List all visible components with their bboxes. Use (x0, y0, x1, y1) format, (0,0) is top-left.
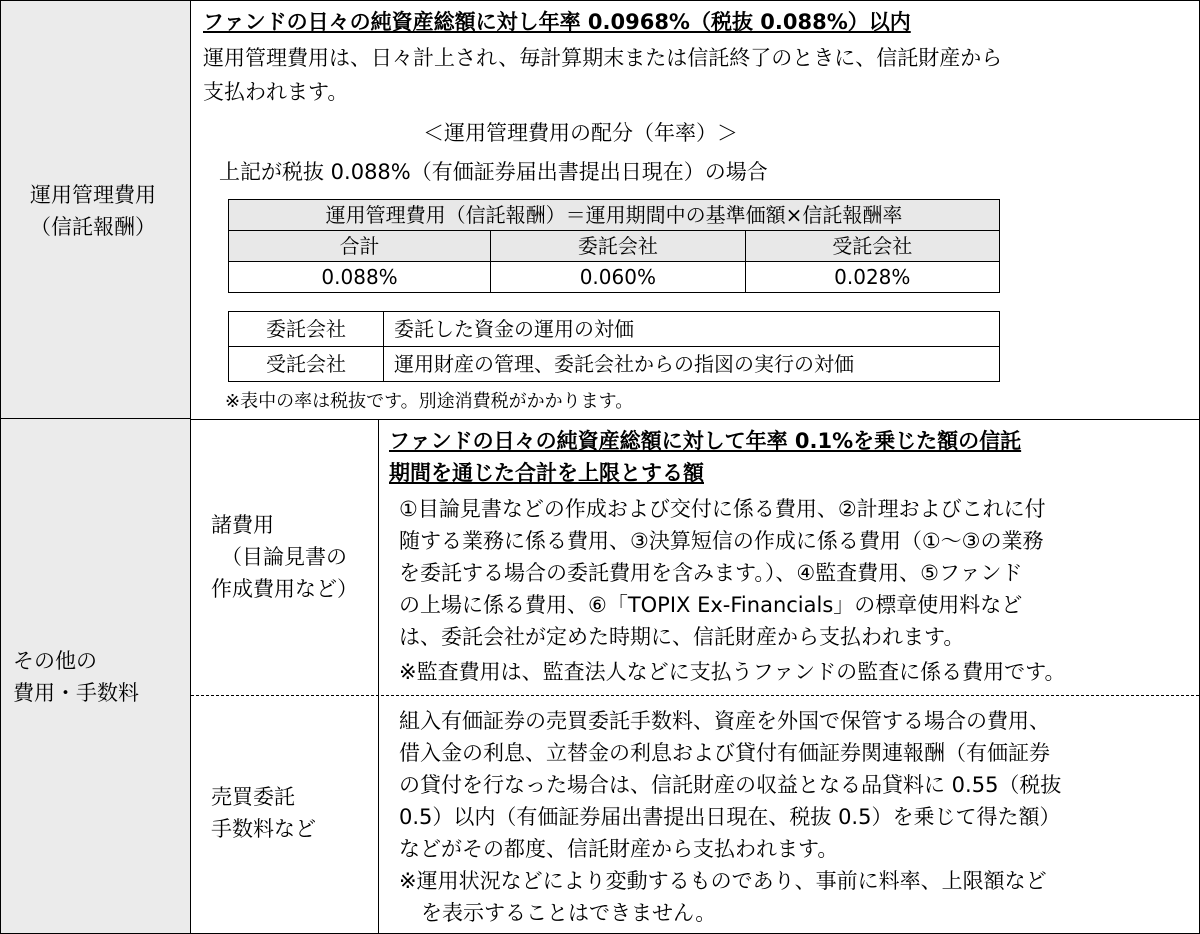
paragraph-line: ①目論見書などの作成および交付に係る費用、②計理およびこれに付 (399, 497, 1046, 521)
role-name: 委託会社 (229, 312, 384, 347)
audit-note: ※監査費用は、監査法人などに支払うファンドの監査に係る費用です。 (399, 660, 1066, 684)
management-fee-content (191, 1, 1199, 420)
misc-expenses-label-cell (191, 419, 379, 695)
table-row (229, 262, 1000, 293)
paragraph-line: 組入有価証券の売買委託手数料、資産を外国で保管する場合の費用、 (399, 709, 1050, 733)
paragraph-line: 支払われます。 (203, 80, 349, 104)
misc-expenses-label (211, 509, 358, 605)
label-line: （信託報酬） (30, 215, 156, 239)
paragraph-line: 借入金の利息、立替金の利息および貸付有価証券関連報酬（有価証券 (399, 741, 1050, 765)
role-description: 運用財産の管理、委託会社からの指図の実行の対価 (384, 347, 1000, 382)
commission-label-cell (191, 695, 379, 933)
label-line: 費用・手数料 (13, 681, 139, 705)
paragraph-line: などがその都度、信託財産から支払われます。 (399, 837, 839, 861)
paragraph-line: 運用管理費用は、日々計上され、毎計算期末または信託終了のときに、信託財産から (203, 46, 1003, 70)
column-header-total: 合計 (229, 231, 491, 262)
paragraph-line: 随する業務に係る費用、③決算短信の作成に係る費用（①～③の業務 (399, 529, 1044, 553)
misc-expenses-paragraph (399, 493, 1194, 653)
allocation-condition: 上記が税抜 0.088%（有価証券届出書提出日現在）の場合 (219, 160, 768, 184)
paragraph-line: の上場に係る費用、⑥「TOPIX Ex-Financials」の標章使用料など (399, 593, 1023, 617)
value-total: 0.088% (229, 262, 491, 293)
fee-formula: 運用管理費用（信託報酬）＝運用期間中の基準価額×信託報酬率 (229, 200, 1000, 231)
label-line: 売買委託 (211, 785, 295, 809)
management-fee-paragraph (203, 41, 1193, 109)
commission-paragraph (399, 705, 1194, 865)
note-line: ※運用状況などにより変動するものであり、事前に料率、上限額など (399, 869, 1047, 893)
misc-expenses-heading (389, 425, 1189, 489)
paragraph-line: の貸付を行なった場合は、信託財産の収益となる品貸料に 0.55（税抜 (399, 773, 1062, 797)
role-description-table (228, 311, 1000, 382)
fee-allocation-table (228, 199, 1000, 293)
label-line: その他の (13, 649, 97, 673)
role-name: 受託会社 (229, 347, 384, 382)
heading-line: 期間を通じた合計を上限とする額 (389, 461, 704, 485)
allocation-subtitle: ＜運用管理費用の配分（年率）＞ (423, 121, 738, 145)
variation-note (399, 865, 1194, 929)
table-row (229, 231, 1000, 262)
table-row (229, 347, 1000, 382)
management-fee-heading: ファンドの日々の純資産総額に対し年率 0.0968%（税抜 0.088%）以内 (203, 10, 911, 34)
column-header-management-company: 委託会社 (491, 231, 745, 262)
note-line: を表示することはできません。 (421, 901, 717, 925)
label-line: 手数料など (211, 817, 316, 841)
label-line: 諸費用 (211, 513, 274, 537)
paragraph-line: を委託する場合の委託費用を含みます。）、④監査費用、⑤ファンド (399, 561, 1023, 585)
role-description: 委託した資金の運用の対価 (384, 312, 1000, 347)
table-row (229, 312, 1000, 347)
other-fees-label (13, 645, 139, 709)
label-line: 作成費用など） (211, 577, 358, 601)
heading-line: ファンドの日々の純資産総額に対して年率 0.1%を乗じた額の信託 (389, 429, 1022, 453)
commission-content (379, 695, 1199, 933)
management-fee-label-cell (1, 1, 191, 419)
value-trustee: 0.028% (745, 262, 999, 293)
management-fee-label (13, 179, 173, 243)
label-line: 運用管理費用 (30, 183, 156, 207)
value-management-company: 0.060% (491, 262, 745, 293)
paragraph-line: は、委託会社が定めた時期に、信託財産から支払われます。 (399, 625, 965, 649)
paragraph-line: 0.5）以内（有価証券届出書提出日現在、税抜 0.5）を乗じて得た額） (399, 805, 1061, 829)
misc-expenses-content (379, 419, 1199, 695)
column-header-trustee: 受託会社 (745, 231, 999, 262)
tax-note: ※表中の率は税抜です。別途消費税がかかります。 (225, 391, 634, 412)
other-fees-label-cell (1, 419, 191, 933)
label-line: （目論見書の (221, 545, 347, 569)
table-row (229, 200, 1000, 231)
commission-label (211, 781, 316, 845)
